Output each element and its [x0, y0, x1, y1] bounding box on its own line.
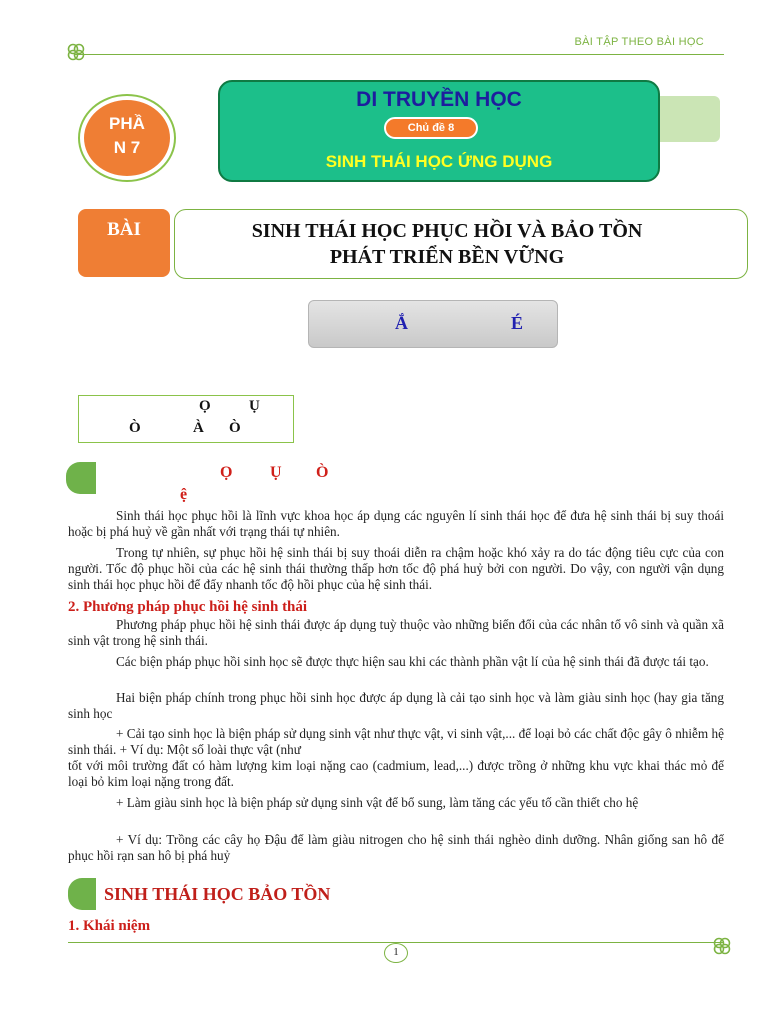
paragraph-4: Các biện pháp phục hồi sinh học sẽ được thực hiện sau khi các thành phần vật lí của hệ sinh thái đã được tái tạo.	[116, 654, 709, 669]
part-line-1: PHẦ	[109, 114, 145, 133]
clover-icon	[712, 936, 732, 956]
grey-box-char-1: Ắ	[395, 313, 408, 333]
lesson-title-line-2: PHÁT TRIỂN BỀN VỮNG	[329, 246, 565, 268]
section1-char-4: ệ	[180, 486, 188, 503]
objective-char-5: Ò	[229, 420, 241, 436]
grey-heading-box	[308, 300, 558, 348]
lesson-title-line-1: SINH THÁI HỌC PHỤC HỒI VÀ BẢO TỒN	[251, 220, 643, 242]
page-number: 1	[384, 943, 408, 963]
section1-char-1: Ọ	[220, 464, 233, 481]
section1-char-3: Ò	[316, 464, 329, 481]
paragraph-7: tốt với môi trường đất có hàm lượng kim loại nặng cao (cadmium, lead,...) được trồng ở những khu vực khai thác mỏ để loại bỏ kim loại nặng trong đất.	[68, 758, 724, 789]
objective-char-3: Ò	[129, 420, 141, 436]
header-text: BÀI TẬP THEO BÀI HỌC	[574, 36, 704, 48]
section2-tab	[68, 878, 96, 910]
lesson-title	[174, 218, 720, 270]
section-tab	[66, 462, 96, 494]
objective-box	[78, 395, 294, 443]
objective-char-4: À	[193, 420, 204, 436]
topic-subtitle: SINH THÁI HỌC ỨNG DỤNG	[325, 152, 553, 171]
paragraph-2: Trong tự nhiên, sự phục hồi hệ sinh thái bị suy thoái diễn ra chậm hoặc khó xảy ra do tác động tiêu cực của con người. Tốc độ phục hồi của các hệ sinh thái thường thấp hơn tốc độ phá huỷ bởi con người. Do vậy, con người vận dụng sinh thái học phục hồi để đẩy nhanh tốc độ hồi phục của hệ sinh thái.	[68, 545, 724, 592]
paragraph-5: Hai biện pháp chính trong phục hồi sinh học được áp dụng là cải tạo sinh học và làm giàu sinh học (hay gia tăng sinh học	[68, 690, 724, 721]
part-badge	[80, 96, 174, 180]
grey-box-char-2: É	[511, 313, 524, 333]
paragraph-9: + Ví dụ: Trồng các cây họ Đậu để làm giàu nitrogen cho hệ sinh thái nghèo dinh dưỡng. Nhân giống san hô để phục hồi rạn san hô bị phá huỷ	[68, 832, 724, 863]
paragraph-1: Sinh thái học phục hồi là lĩnh vực khoa học áp dụng các nguyên lí sinh thái học để đưa hệ sinh thái bị suy thoái hoặc bị phá huỷ về gần nhất với trạng thái tự nhiên.	[68, 508, 724, 539]
part-line-2: N 7	[113, 138, 141, 157]
topic-title: DI TRUYỀN HỌC	[356, 88, 522, 111]
paragraph-8: + Làm giàu sinh học là biện pháp sử dụng sinh vật để bổ sung, làm tăng các yếu tố cần thiết cho hệ	[116, 795, 639, 810]
paragraph-6: + Cải tạo sinh học là biện pháp sử dụng sinh vật như thực vật, vi sinh vật,... để loại bỏ các chất độc gây ô nhiễm hệ sinh thái. + Ví dụ: Một số loài thực vật (như	[68, 726, 724, 757]
topic-pill: Chủ đề 8	[384, 117, 478, 139]
section2-title: SINH THÁI HỌC BẢO TỒN	[104, 884, 331, 904]
paragraph-3: Phương pháp phục hồi hệ sinh thái được áp dụng tuỳ thuộc vào những biến đổi của các nhân tố vô sinh và quần xã sinh vật trong hệ sinh thái.	[68, 617, 724, 648]
header-divider	[74, 54, 724, 55]
method-heading: 2. Phương pháp phục hồi hệ sinh thái	[68, 599, 308, 615]
objective-char-1: Ọ	[199, 398, 211, 414]
clover-icon	[66, 42, 86, 62]
objective-char-2: Ụ	[249, 398, 260, 414]
section2-subheading: 1. Khái niệm	[68, 918, 151, 934]
lesson-tag: BÀI	[78, 209, 170, 277]
section1-char-2: Ụ	[270, 464, 282, 481]
